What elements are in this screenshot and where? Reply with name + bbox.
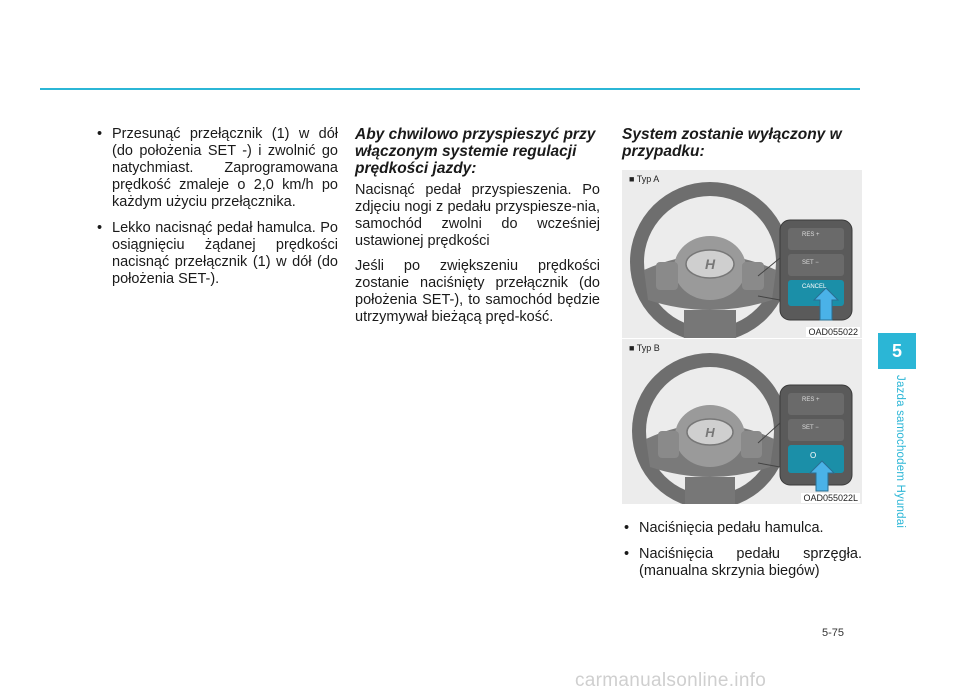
steering-wheel-icon: [632, 353, 788, 504]
figure-type-a: [622, 170, 862, 338]
section-heading-disengage: System zostanie wyłączony w przypadku:: [622, 126, 842, 160]
button-label-res: RES +: [802, 397, 820, 403]
svg-text:H: H: [705, 425, 715, 440]
chapter-number-tab: 5: [878, 333, 916, 369]
watermark: carmanualsonline.info: [575, 670, 767, 691]
list-item: • Naciśnięcia pedału sprzęgła. (manualna skrzynia biegów): [622, 546, 862, 580]
paragraph: Jeśli po zwiększeniu prędkości zostanie naciśnięty przełącznik (do położenia SET-), to samochód będzie utrzymywał bieżącą pręd-kość.: [355, 258, 600, 325]
figure-tag: ■ Typ A: [629, 174, 660, 184]
button-label-cancel: O: [810, 451, 817, 460]
right-bullet-list: [622, 520, 862, 580]
button-label-cancel: CANCEL: [802, 284, 827, 290]
list-item: • Lekko nacisnąć pedał hamulca. Po osiągnięciu żądanej prędkości nacisnąć przełącznik (1) w dół (do położenia SET-).: [95, 220, 338, 288]
svg-text:H: H: [704, 256, 716, 272]
steering-wheel-icon: [630, 182, 790, 338]
figure-code: OAD055022L: [803, 493, 858, 503]
button-label-set: SET −: [802, 425, 819, 431]
top-rule: [40, 88, 860, 90]
paragraph: Nacisnąć pedał przyspieszenia. Po zdjęciu nogi z pedału przyspiesze-nia, samochód zwolni do wcześniej ustawionej prędkości: [355, 182, 600, 249]
figure-code: OAD055022: [808, 327, 858, 337]
left-bullet-list: [95, 126, 338, 288]
list-item: • Przesunąć przełącznik (1) w dół (do położenia SET -) i zwolnić go natychmiast. Zaprogramowana prędkość zmaleje o 2,0 km/h po każdym użyciu przełącznika.: [95, 126, 338, 211]
section-heading-accelerate: Aby chwilowo przyspieszyć przy włączonym systemie regulacji prędkości jazdy:: [355, 126, 596, 177]
button-label-set: SET −: [802, 260, 819, 266]
right-bullet-list-wrapper: [622, 520, 862, 589]
list-item: • Naciśnięcia pedału hamulca.: [622, 520, 862, 537]
steering-wheel-illustration: [622, 170, 862, 338]
chapter-title: Jazda samochodem Hyundai: [894, 375, 906, 529]
page-number: 5-75: [822, 627, 845, 639]
middle-column: [355, 126, 600, 334]
figure-tag: ■ Typ B: [629, 343, 660, 353]
steering-wheel-illustration: [622, 339, 862, 504]
left-column: [95, 126, 338, 297]
right-column: [622, 126, 862, 165]
figure-type-b: [622, 339, 862, 504]
button-label-res: RES +: [802, 232, 820, 238]
